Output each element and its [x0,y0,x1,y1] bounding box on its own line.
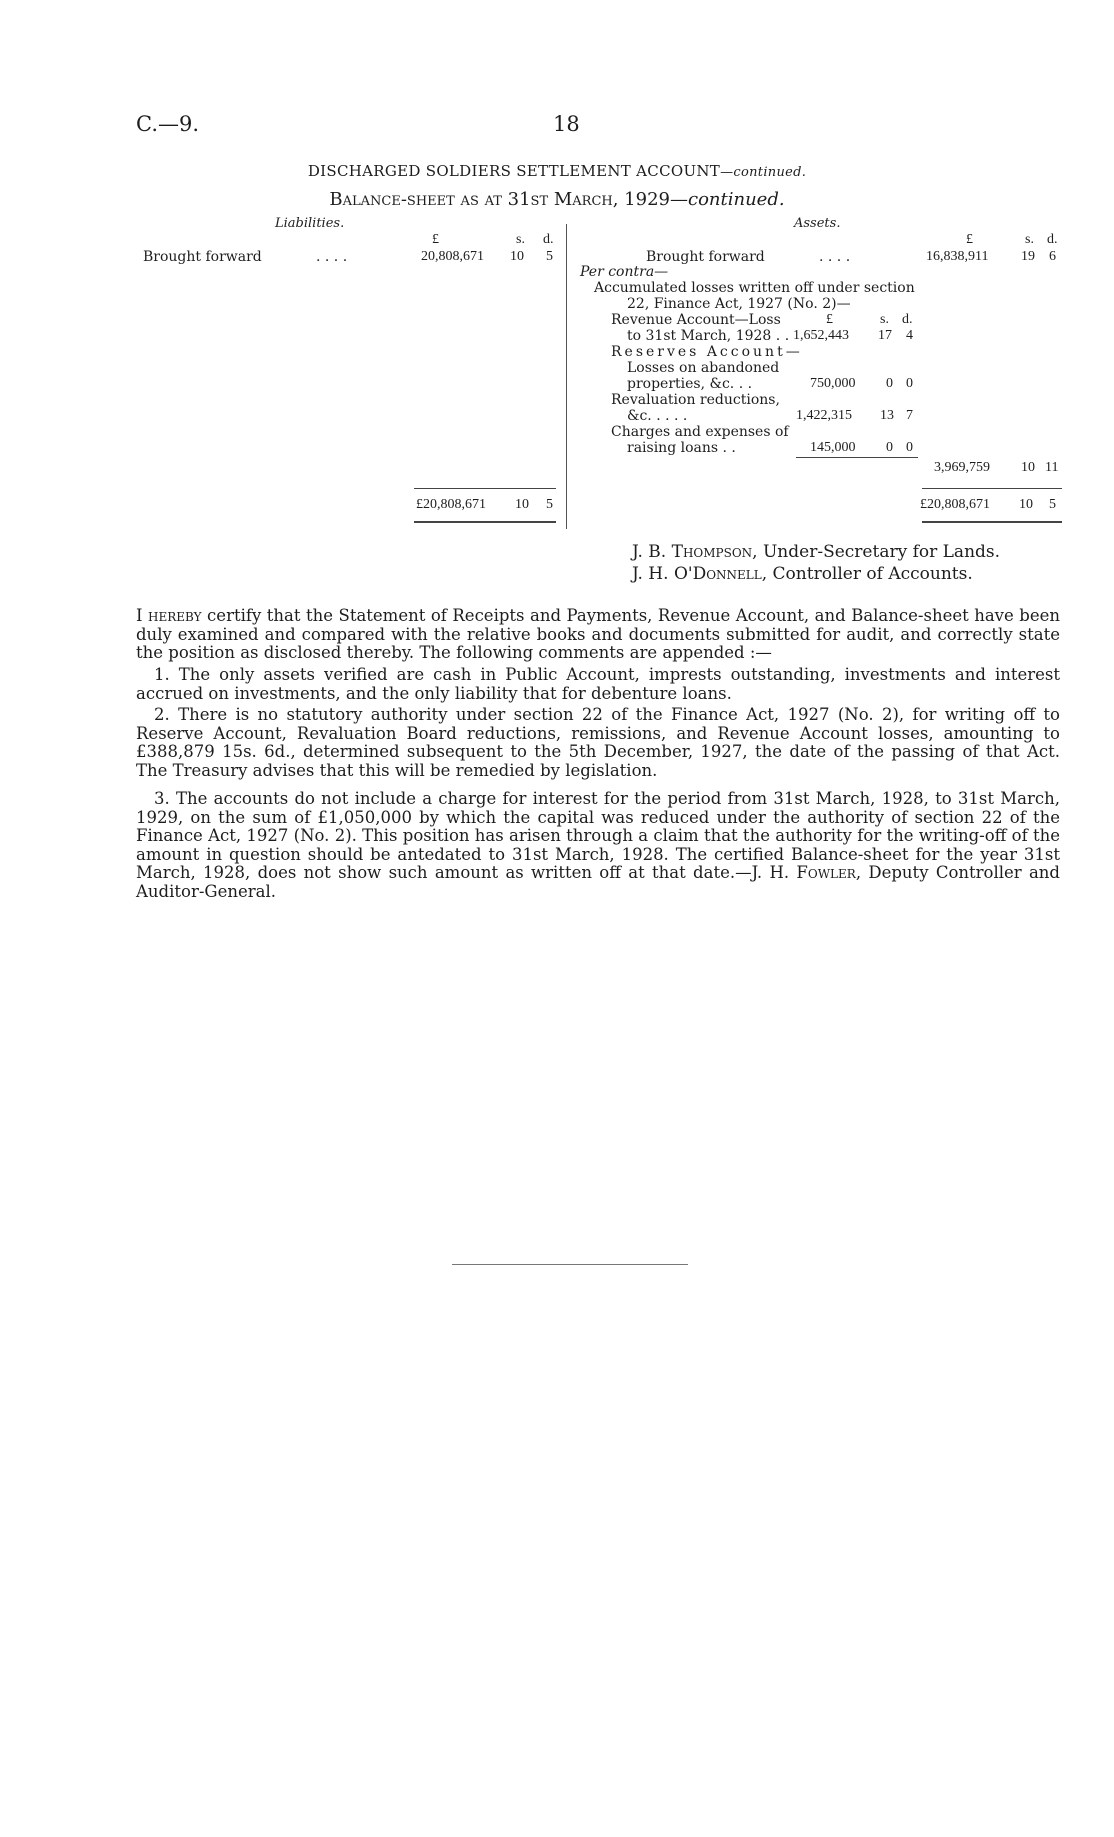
balance-sheet-title [0,189,1114,210]
audit-intro [136,607,1060,663]
liabilities-brought-forward-amount: 20,808,671 [421,249,484,264]
liabilities-total-d: 5 [546,497,553,512]
assets-double-rule [922,521,1062,523]
revenue-account-line1: Revenue Account—Loss [611,312,781,328]
liabilities-total-amount: £20,808,671 [416,497,486,512]
revenue-amount: 1,652,443 [793,328,849,343]
liabilities-total-s: 10 [515,497,529,512]
signature-initials: J. H. [632,564,669,584]
liabilities-double-rule [414,521,556,523]
signature-initials: J. B. [632,542,667,562]
account-name: DISCHARGED SOLDIERS SETTLEMENT ACCOUNT [307,162,721,180]
reserves-amount: 750,000 [810,376,856,391]
column-divider [566,224,567,529]
audit-comment-2: 2. There is no statutory authority under section 22 of the Finance Act, 1927 (No. 2), for writing off to Reserve Account, Revaluation Board reductions, remissions, and Revenue Account losses, amounting to £388,879 15s. 6d., determined subsequent to the 5th December, 1927, the date of the passing of that Act. The Treasury advises that this will be remedied by legislation. [136,705,1060,780]
signature-under-secretary [632,542,1000,562]
assets-d-header: d. [1047,232,1058,247]
assets-s-header: s. [1025,232,1034,247]
accumulated-losses-line2: 22, Finance Act, 1927 (No. 2)— [627,296,851,312]
reserves-account-line3: properties, &c. . . [627,376,753,392]
per-contra-subtotal-d: 11 [1045,460,1059,475]
audit-comment-3 [136,790,1060,901]
page-number: 18 [553,112,580,136]
liabilities-brought-forward-label: Brought forward [143,249,262,265]
charges-d: 0 [906,440,913,455]
signature-controller [632,564,973,584]
charges-s: 0 [886,440,893,455]
assets-total-rule [922,488,1062,489]
revaluation-amount: 1,422,315 [796,408,852,423]
liabilities-s-header: s. [516,232,525,247]
sub-d-header: d. [902,312,913,327]
signature-name: O'Donnell [673,564,762,584]
per-contra-subtotal-s: 10 [1021,460,1035,475]
account-continued: —continued. [720,165,807,180]
per-contra-label: Per contra— [580,264,669,280]
end-rule [452,1264,688,1265]
liabilities-brought-forward-d: 5 [546,249,553,264]
accumulated-losses-line1: Accumulated losses written off under section [594,280,915,296]
balance-sheet-continued: —continued. [669,189,785,210]
balance-sheet-label: Balance-sheet as at 31st March, 1929 [329,189,670,210]
reserves-s: 0 [886,376,893,391]
revenue-account-line2: to 31st March, 1928 . . [627,328,790,344]
revenue-d: 4 [906,328,913,343]
document-series: C.—9. [136,112,200,136]
assets-heading: Assets. [794,216,841,231]
revaluation-line1: Revaluation reductions, [611,392,780,408]
assets-total-d: 5 [1049,497,1056,512]
revenue-s: 17 [878,328,892,343]
assets-pounds-header: £ [966,232,973,247]
assets-brought-forward-label: Brought forward [646,249,765,265]
liabilities-total-rule [414,488,556,489]
liabilities-d-header: d. [543,232,554,247]
audit-comment-1: 1. The only assets verified are cash in Public Account, imprests outstanding, investments and interest accrued on investments, and the only liability that for debenture loans. [136,665,1060,703]
assets-brought-forward-amount: 16,838,911 [926,249,989,264]
liabilities-heading: Liabilities. [275,216,345,231]
charges-line2: raising loans . . [627,440,736,456]
liabilities-pounds-header: £ [432,232,439,247]
audit-intro-lead: I hereby [136,606,202,625]
charges-line1: Charges and expenses of [611,424,789,440]
per-contra-subtotal-rule [796,457,918,458]
reserves-d: 0 [906,376,913,391]
audit-intro-rest: certify that the Statement of Receipts and Payments, Revenue Account, and Balance-sheet have been duly examined and compared with the relative books and documents submitted for audit, and correctly state the position as disclosed thereby. The following comments are appended :— [136,606,1060,662]
assets-total-s: 10 [1019,497,1033,512]
sub-pounds-header: £ [826,312,833,327]
revaluation-s: 13 [880,408,894,423]
signature-title: , Under-Secretary for Lands. [752,542,1001,562]
sub-s-header: s. [880,312,889,327]
assets-total-amount: £20,808,671 [920,497,990,512]
assets-brought-forward-d: 6 [1049,249,1056,264]
revaluation-d: 7 [906,408,913,423]
reserves-account-line2: Losses on abandoned [627,360,780,376]
auditor-name: Fowler [789,863,856,882]
liabilities-dots: . . . . [316,249,348,265]
assets-brought-forward-s: 19 [1021,249,1035,264]
liabilities-brought-forward-s: 10 [510,249,524,264]
account-title [0,162,1114,180]
reserves-account-line1: Reserves Account— [611,344,803,360]
auditor-title: , Deputy Controller and Auditor-General. [136,863,1060,901]
assets-dots: . . . . [819,249,851,265]
audit-comment-3-text: 3. The accounts do not include a charge for interest for the period from 31st March, 1928, to 31st March, 1929, on the sum of £1,050,000 by which the capital was reduced under the authority of section 22 of the Finance Act, 1927 (No. 2). This position has arisen through a claim that the authority for the writing-off of the amount in question should be antedated to 31st March, 1928. The certified Balance-sheet for the year 31st March, 1928, does not show such amount as written off at that date.—J. H. [136,789,1060,882]
signature-name: Thompson [671,542,753,562]
per-contra-subtotal-amount: 3,969,759 [934,460,990,475]
revaluation-line2: &c. . . . . [627,408,688,424]
signature-title: , Controller of Accounts. [761,564,973,584]
charges-amount: 145,000 [810,440,856,455]
